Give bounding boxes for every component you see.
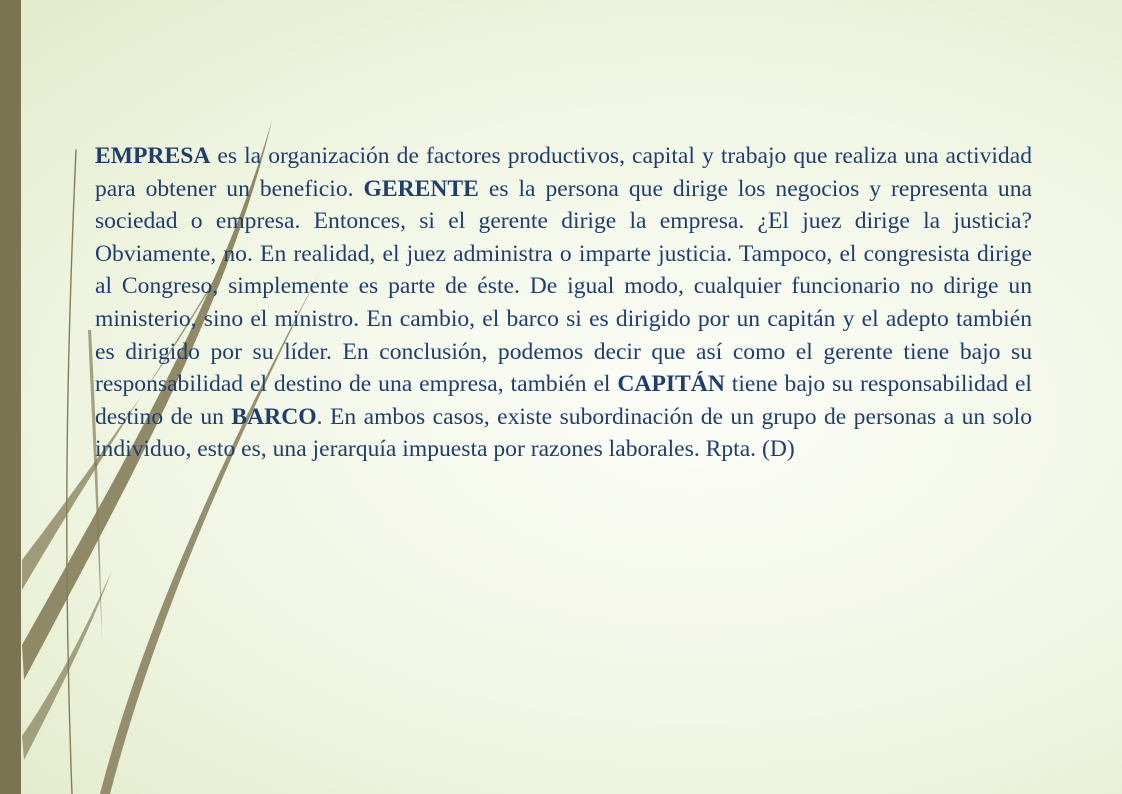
bold-term: BARCO	[231, 403, 317, 430]
bold-term: GERENTE	[363, 175, 479, 202]
body-text-segment: . En ambos casos, existe subordinación de un grupo de personas a un solo individuo, esto es, una jerarquía impuesta por razones laborales. Rpta. (D)	[95, 403, 1032, 463]
body-paragraph	[95, 140, 1032, 466]
swoosh-line	[67, 150, 76, 794]
bold-term: EMPRESA	[95, 143, 211, 169]
body-text-segment: es la persona que dirige los negocios y representa una sociedad o empresa. Entonces, si el gerente dirige la empresa. ¿El juez dirige la justicia? Obviamente, no. En realidad, el juez administra o imparte justicia. Tampoco, el congresista dirige al Congreso, simplemente es parte de éste. De igual modo, cualquier funcionario no dirige un ministerio, sino el ministro. En cambio, el barco si es dirigido por un capitán y el adepto también es dirigido por su líder. En conclusión, podemos decir que así como el gerente tiene bajo su responsabilidad el destino de una empresa, también el	[95, 175, 1032, 398]
body-text-segment: es la organización de factores productivos, capital y trabajo que realiza una actividad para obtener un beneficio.	[95, 143, 1032, 202]
body-text-segment: tiene bajo su responsabilidad el destino de un	[95, 371, 1032, 430]
bold-term: CAPITÁN	[617, 371, 725, 398]
